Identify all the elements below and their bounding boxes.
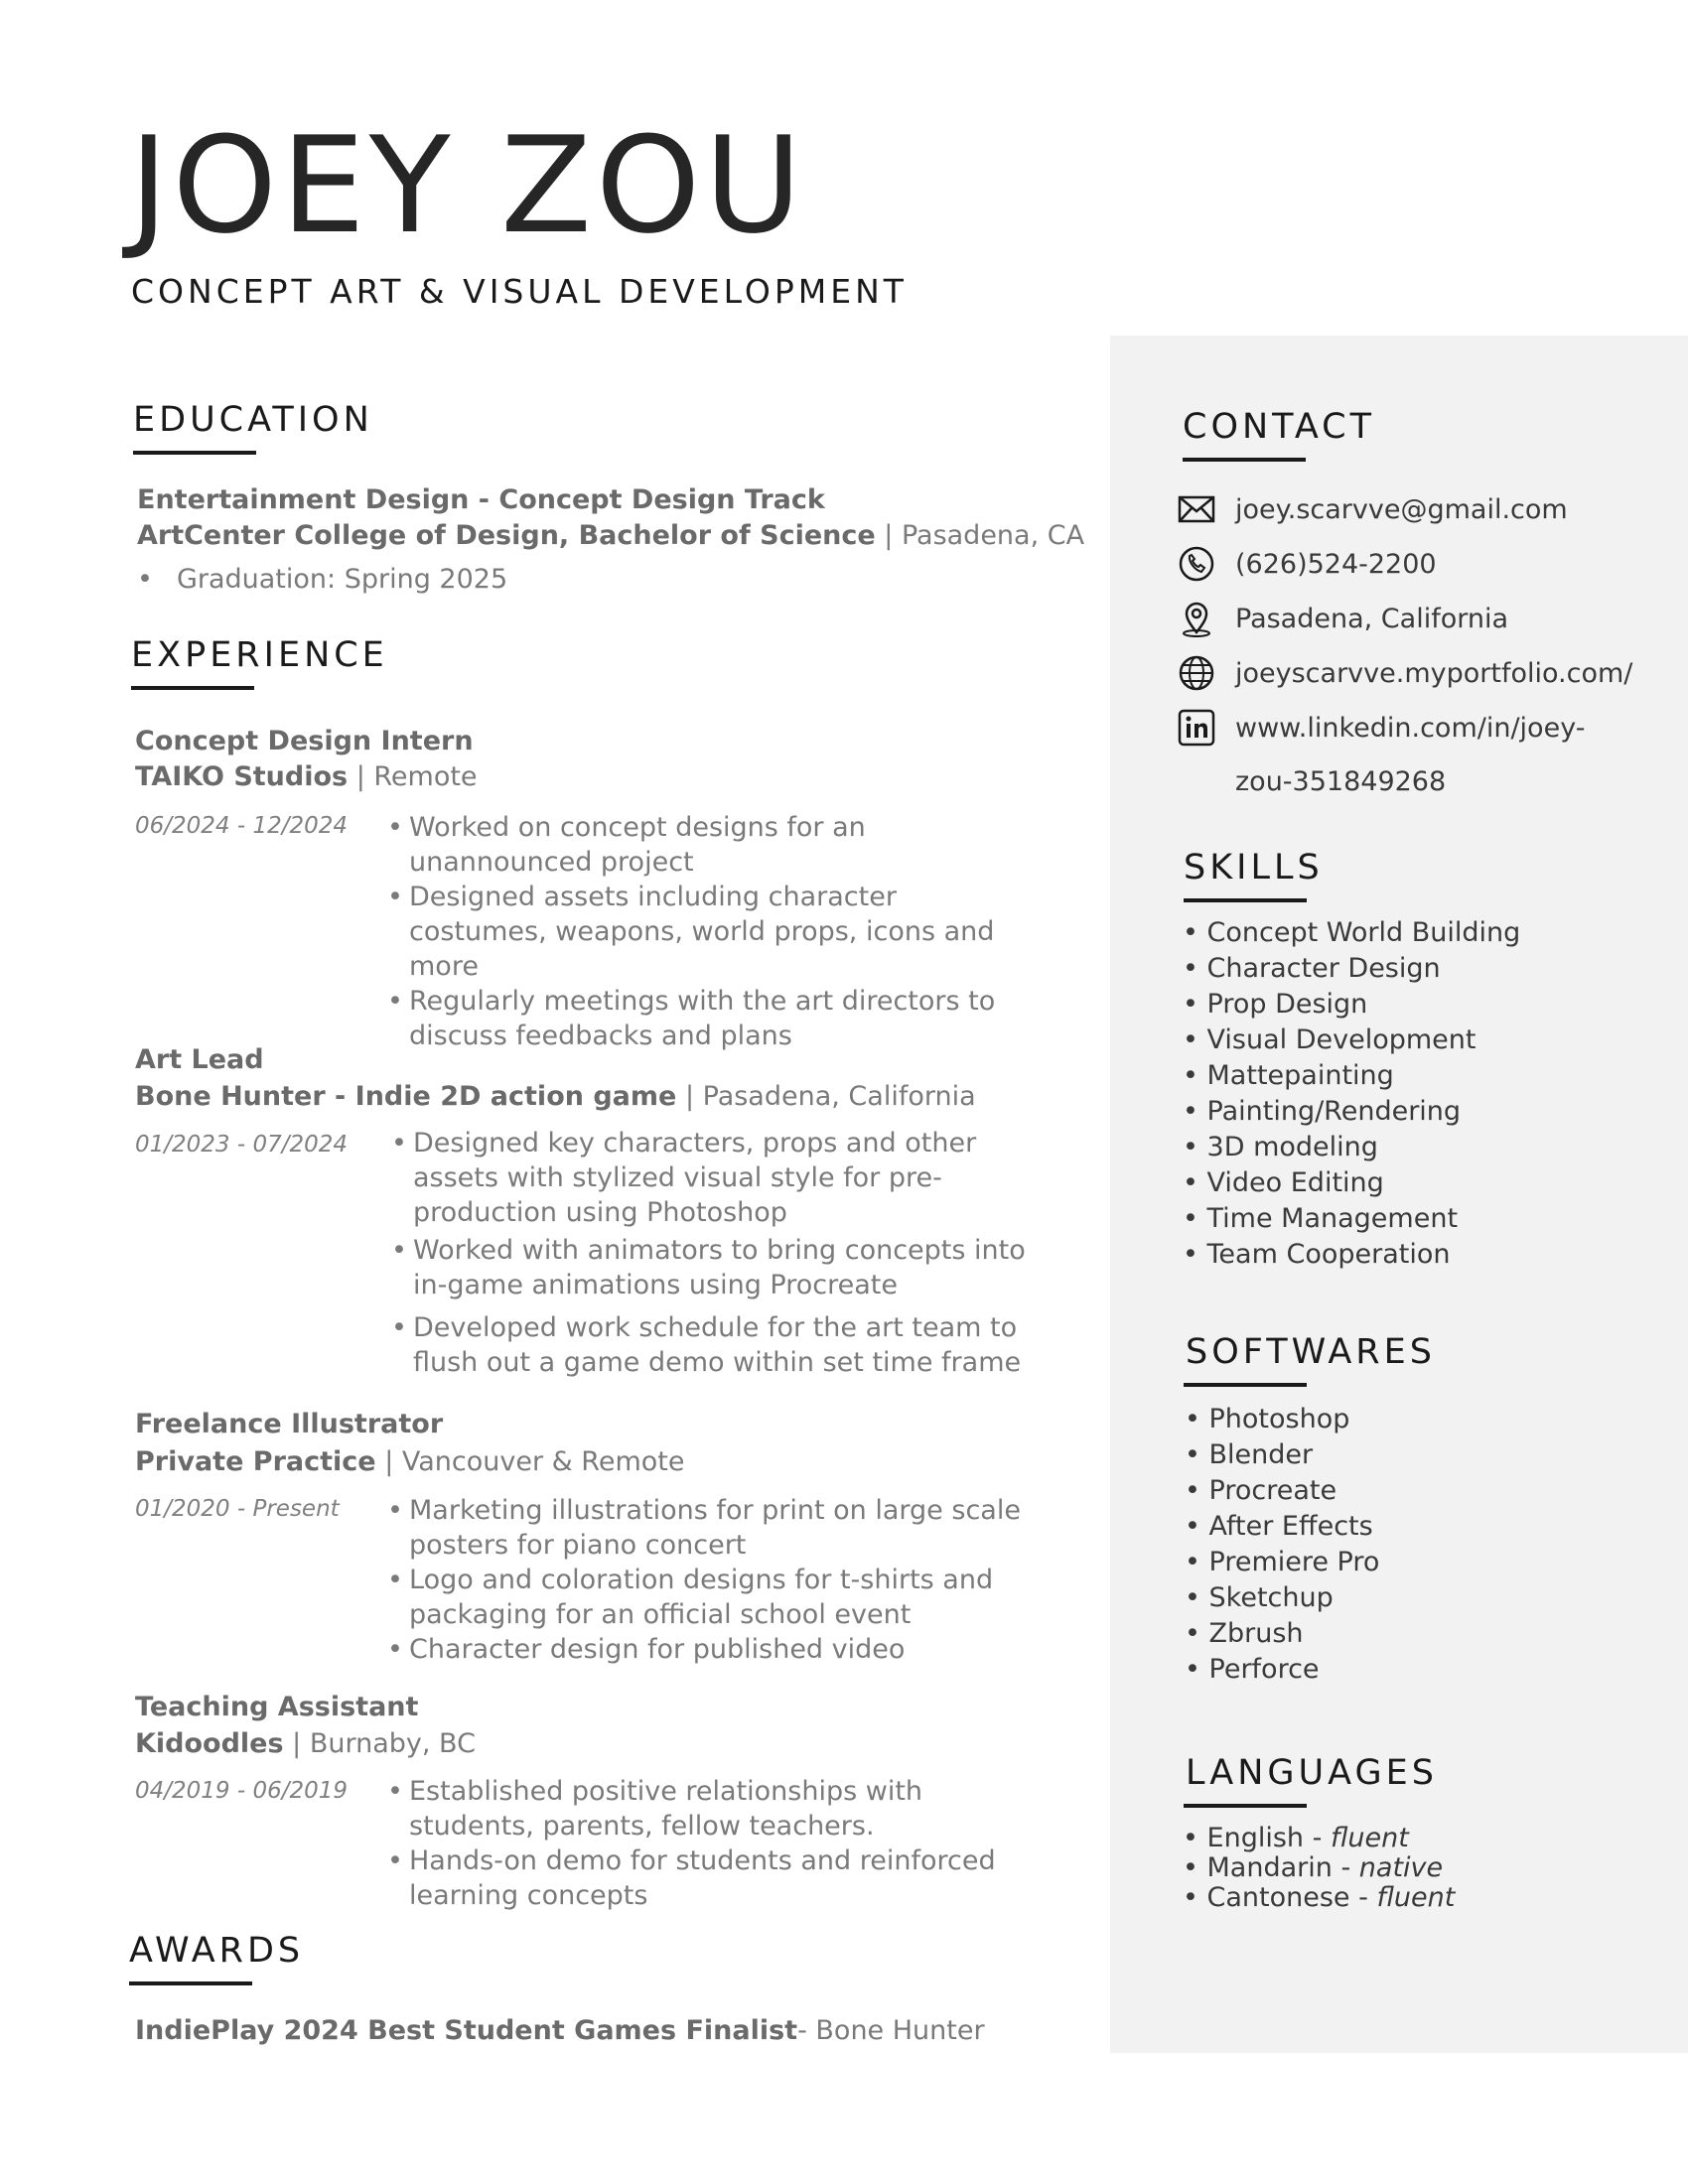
skill-item: • Time Management — [1183, 1201, 1520, 1237]
education-location: | Pasadena, CA — [875, 520, 1085, 551]
skills-heading: SKILLS — [1184, 848, 1324, 887]
languages-rule — [1184, 1804, 1307, 1808]
skill-item: • 3D modeling — [1183, 1130, 1520, 1165]
education-school: ArtCenter College of Design, Bachelor of Science — [137, 520, 876, 551]
software-item: • Sketchup — [1185, 1580, 1379, 1616]
job-bullets — [387, 810, 1033, 1053]
skill-item: • Character Design — [1183, 951, 1520, 987]
job-role: Teaching Assistant — [135, 1692, 419, 1722]
job-bullet: • Character design for published video — [387, 1632, 1033, 1667]
contact-phone-row[interactable] — [1178, 545, 1437, 583]
experience-heading: EXPERIENCE — [131, 635, 388, 675]
skill-item: • Video Editing — [1183, 1165, 1520, 1201]
award-name: IndiePlay 2024 Best Student Games Finalist — [135, 2015, 798, 2046]
contact-email-row[interactable] — [1178, 490, 1568, 528]
software-item: • After Effects — [1185, 1509, 1379, 1545]
skill-item: • Team Cooperation — [1183, 1237, 1520, 1273]
contact-linkedin-cont[interactable]: zou-351849268 — [1235, 766, 1447, 797]
job-dates: 01/2023 - 07/2024 — [135, 1132, 349, 1158]
job-dates: 01/2020 - Present — [135, 1496, 340, 1522]
job-org-line — [135, 763, 478, 790]
award-detail: - Bone Hunter — [797, 2015, 985, 2046]
job-org: Kidoodles — [135, 1728, 284, 1759]
job-role: Freelance Illustrator — [135, 1409, 444, 1439]
job-bullet: • Established positive relationships with students, parents, fellow teachers. — [387, 1774, 1033, 1843]
award-line — [135, 2017, 985, 2044]
software-item: • Zbrush — [1185, 1616, 1379, 1652]
location-pin-icon — [1178, 600, 1215, 637]
skills-list — [1183, 915, 1520, 1273]
contact-website-row[interactable] — [1178, 654, 1632, 692]
contact-heading: CONTACT — [1183, 407, 1375, 447]
skill-item: • Concept World Building — [1183, 915, 1520, 951]
skill-item: • Visual Development — [1183, 1023, 1520, 1058]
awards-heading: AWARDS — [129, 1931, 305, 1971]
job-bullet: • Designed key characters, props and other assets with stylized visual style for pre-production using Photoshop — [391, 1126, 1047, 1230]
resume-name: JOEY ZOU — [129, 108, 806, 263]
job-location: | Pasadena, California — [676, 1081, 976, 1112]
education-heading: EDUCATION — [133, 400, 373, 440]
contact-email[interactable]: joey.scarvve@gmail.com — [1235, 493, 1568, 525]
language-item: • English - fluent — [1183, 1824, 1455, 1853]
mail-icon — [1178, 490, 1215, 528]
contact-location: Pasadena, California — [1235, 603, 1509, 634]
job-location: | Vancouver & Remote — [375, 1446, 685, 1477]
job-org: Bone Hunter - Indie 2D action game — [135, 1081, 677, 1112]
education-graduation: Graduation: Spring 2025 — [176, 564, 508, 595]
skill-item: • Prop Design — [1183, 987, 1520, 1023]
skill-item: • Mattepainting — [1183, 1058, 1520, 1094]
skill-item: • Painting/Rendering — [1183, 1094, 1520, 1130]
resume-subtitle: CONCEPT ART & VISUAL DEVELOPMENT — [131, 272, 908, 311]
contact-rule — [1183, 458, 1306, 462]
languages-heading: LANGUAGES — [1186, 1753, 1438, 1793]
job-dates: 04/2019 - 06/2019 — [135, 1778, 349, 1804]
language-level: fluent — [1376, 1882, 1456, 1913]
job-org: Private Practice — [135, 1446, 376, 1477]
job-bullet: • Regularly meetings with the art directors to discuss feedbacks and plans — [387, 984, 1033, 1053]
language-level: fluent — [1330, 1823, 1409, 1853]
job-bullet: • Worked on concept designs for an unannounced project — [387, 810, 1033, 880]
contact-linkedin[interactable]: www.linkedin.com/in/joey- — [1235, 712, 1586, 744]
phone-icon — [1178, 545, 1215, 583]
contact-phone[interactable]: (626)524-2200 — [1235, 548, 1437, 580]
software-item: • Procreate — [1185, 1473, 1379, 1509]
softwares-rule — [1184, 1383, 1307, 1387]
job-bullet: • Developed work schedule for the art team to flush out a game demo within set time frame — [391, 1310, 1047, 1380]
job-org-line — [135, 1083, 976, 1110]
language-item: • Cantonese - fluent — [1183, 1883, 1455, 1913]
education-rule — [133, 451, 256, 455]
awards-rule — [129, 1981, 252, 1985]
job-org-line — [135, 1730, 476, 1757]
softwares-heading: SOFTWARES — [1186, 1332, 1436, 1372]
job-role: Art Lead — [135, 1044, 264, 1075]
job-bullets — [387, 1493, 1033, 1667]
education-program: Entertainment Design - Concept Design Track — [137, 484, 825, 515]
contact-website[interactable]: joeyscarvve.myportfolio.com/ — [1235, 657, 1633, 689]
skills-rule — [1184, 898, 1307, 902]
job-bullet: • Logo and coloration designs for t-shirts and packaging for an official school event — [387, 1563, 1033, 1632]
software-item: • Photoshop — [1185, 1402, 1379, 1437]
education-school-line — [137, 522, 1084, 549]
job-bullet: • Marketing illustrations for print on large scale posters for piano concert — [387, 1493, 1033, 1563]
software-item: • Premiere Pro — [1185, 1545, 1379, 1580]
experience-rule — [131, 686, 254, 690]
job-role: Concept Design Intern — [135, 726, 474, 756]
language-level: native — [1358, 1852, 1444, 1883]
contact-location-row — [1178, 600, 1508, 637]
job-location: | Burnaby, BC — [283, 1728, 476, 1759]
job-bullets — [391, 1126, 1047, 1380]
software-item: • Perforce — [1185, 1652, 1379, 1688]
softwares-list — [1185, 1402, 1379, 1688]
software-item: • Blender — [1185, 1437, 1379, 1473]
languages-list — [1183, 1824, 1455, 1913]
job-dates: 06/2024 - 12/2024 — [135, 813, 349, 839]
job-bullets — [387, 1774, 1033, 1913]
education-graduation-item: • Graduation: Spring 2025 — [137, 564, 508, 595]
linkedin-icon — [1178, 709, 1215, 747]
language-item: • Mandarin - native — [1183, 1853, 1455, 1883]
job-org: TAIKO Studios — [135, 761, 349, 792]
job-org-line — [135, 1448, 684, 1475]
job-bullet: • Hands-on demo for students and reinforced learning concepts — [387, 1843, 1033, 1913]
job-location: | Remote — [348, 761, 478, 792]
contact-linkedin-row[interactable] — [1178, 709, 1585, 747]
job-bullet: • Worked with animators to bring concepts into in-game animations using Procreate — [391, 1233, 1047, 1302]
job-bullet: • Designed assets including character costumes, weapons, world props, icons and more — [387, 880, 1033, 984]
globe-icon — [1178, 654, 1215, 692]
